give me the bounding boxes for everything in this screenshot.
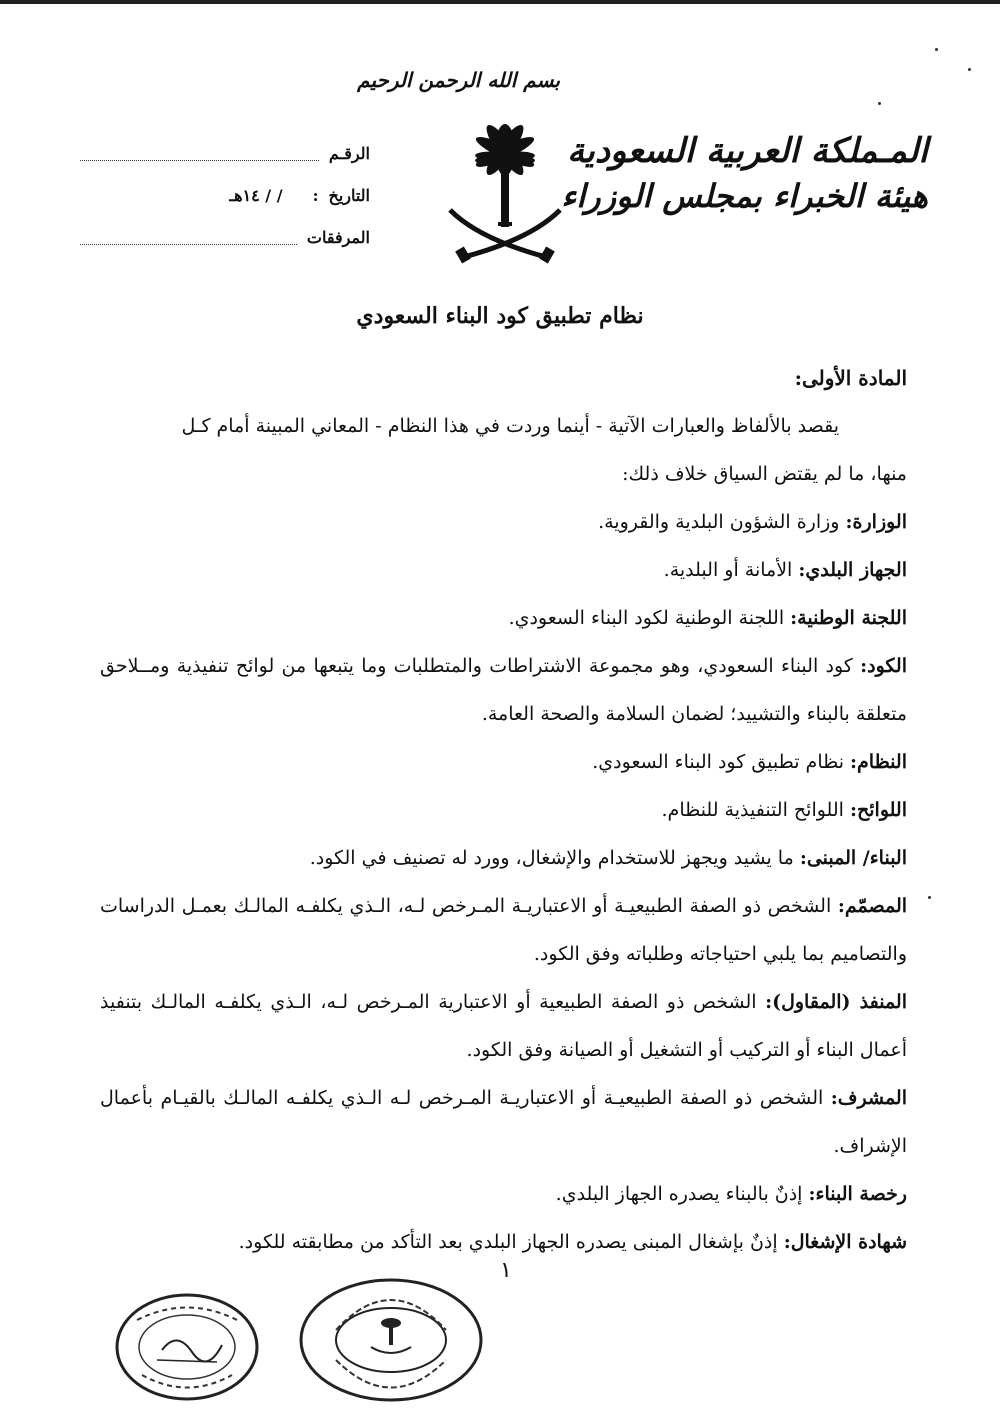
document-body (100, 354, 907, 1266)
definition-item (100, 546, 907, 594)
date-label: التاريخ (328, 185, 370, 205)
definition-text: كود البناء السعودي، وهو مجموعة الاشتراطات والمتطلبات وما يتبعها من لوائح تنفيذية ومــلاحق متعلقة بالبناء والتشييد؛ لضمان السلامة والصحة العامة. (100, 655, 907, 725)
definition-item (100, 594, 907, 642)
definition-text: الأمانة أو البلدية. (663, 559, 799, 581)
definition-term: النظام: (850, 751, 907, 773)
definition-item (100, 642, 907, 738)
definition-text: الشخص ذو الصفة الطبيعيـة أو الاعتباريـة المـرخص لـه، الـذي يكلفـه المالـك بعمـل الدراسات والتصاميم بما يلبي احتياجاته وطلباته وفق الكود. (100, 895, 907, 965)
scan-speck (878, 102, 881, 105)
definition-item (100, 786, 907, 834)
top-border-line (0, 0, 1000, 4)
intro-line-1: يقصد بالألفاظ والعبارات الآتية - أينما وردت في هذا النظام - المعاني المبينة أمام كـل (181, 415, 839, 437)
scan-speck (935, 48, 938, 51)
reference-fields (80, 132, 370, 258)
definition-text: الشخص ذو الصفة الطبيعية أو الاعتبارية المـرخص لـه، الـذي يكلفـه المالـك بتنفيذ أعمال البناء أو التركيب أو التشغيل أو الصيانة وفق الكود. (100, 991, 907, 1061)
reference-number-row (80, 132, 370, 174)
definition-text: ما يشيد ويجهز للاستخدام والإشغال، وورد له تصنيف في الكود. (309, 847, 800, 869)
definition-term: المصمّم: (837, 895, 907, 917)
definition-text: اللوائح التنفيذية للنظام. (661, 799, 850, 821)
definition-text: إذنٌ بإشغال المبنى يصدره الجهاز البلدي بعد التأكد من مطابقته للكود. (238, 1231, 784, 1253)
scan-speck (968, 68, 971, 71)
date-row: التاريخ : / / ١٤هـ (229, 185, 370, 205)
letterhead-organization (561, 128, 928, 218)
definition-item (100, 1170, 907, 1218)
kingdom-name: المـملكة العربية السعودية (567, 131, 928, 171)
definition-term: الوزارة: (845, 511, 907, 533)
document-title: نظام تطبيق كود البناء السعودي (356, 303, 644, 329)
palm-and-swords-icon (440, 110, 570, 270)
basmala: بسم الله الرحمن الرحيم (357, 68, 560, 92)
definition-text: إذنٌ بالبناء يصدره الجهاز البلدي. (555, 1183, 809, 1205)
definition-text: اللجنة الوطنية لكود البناء السعودي. (508, 607, 791, 629)
definition-term: الكود: (860, 655, 907, 677)
attachments-row (80, 216, 370, 258)
definition-text: وزارة الشؤون البلدية والقروية. (598, 511, 846, 533)
definition-term: رخصة البناء: (808, 1183, 907, 1205)
scan-speck (928, 896, 931, 899)
definition-item (100, 738, 907, 786)
date-value: / / ١٤هـ (229, 185, 283, 205)
reference-number-label: الرقـم (328, 143, 370, 163)
attachments-blank (80, 230, 297, 245)
authority-name: هيئة الخبراء بمجلس الوزراء (561, 177, 928, 215)
page-number: ١ (500, 1258, 512, 1283)
definition-item (100, 882, 907, 978)
definition-item (100, 1074, 907, 1170)
definition-term: البناء/ المبنى: (799, 847, 907, 869)
reference-number-blank (80, 146, 319, 161)
definition-term: شهادة الإشغال: (783, 1231, 907, 1253)
intro-line-2: منها، ما لم يقتض السياق خلاف ذلك: (622, 463, 907, 485)
definition-term: المشرف: (830, 1087, 907, 1109)
official-seal-icon (296, 1275, 486, 1405)
definition-text: الشخص ذو الصفة الطبيعيـة أو الاعتباريـة المـرخص لـه الـذي يكلفـه المالـك بالقيـام بأعمال الإشراف. (100, 1087, 907, 1157)
definition-text: نظام تطبيق كود البناء السعودي. (592, 751, 851, 773)
definition-term: الجهاز البلدي: (798, 559, 907, 581)
definition-term: المنفذ (المقاول): (765, 991, 907, 1013)
definition-item (100, 498, 907, 546)
definition-term: اللوائح: (849, 799, 907, 821)
definition-item (100, 978, 907, 1074)
article-heading: المادة الأولى: (794, 366, 907, 390)
attachments-label: المرفقات (306, 227, 370, 247)
definition-item (100, 834, 907, 882)
definition-term: اللجنة الوطنية: (790, 607, 907, 629)
signature-seal-icon (112, 1290, 262, 1405)
